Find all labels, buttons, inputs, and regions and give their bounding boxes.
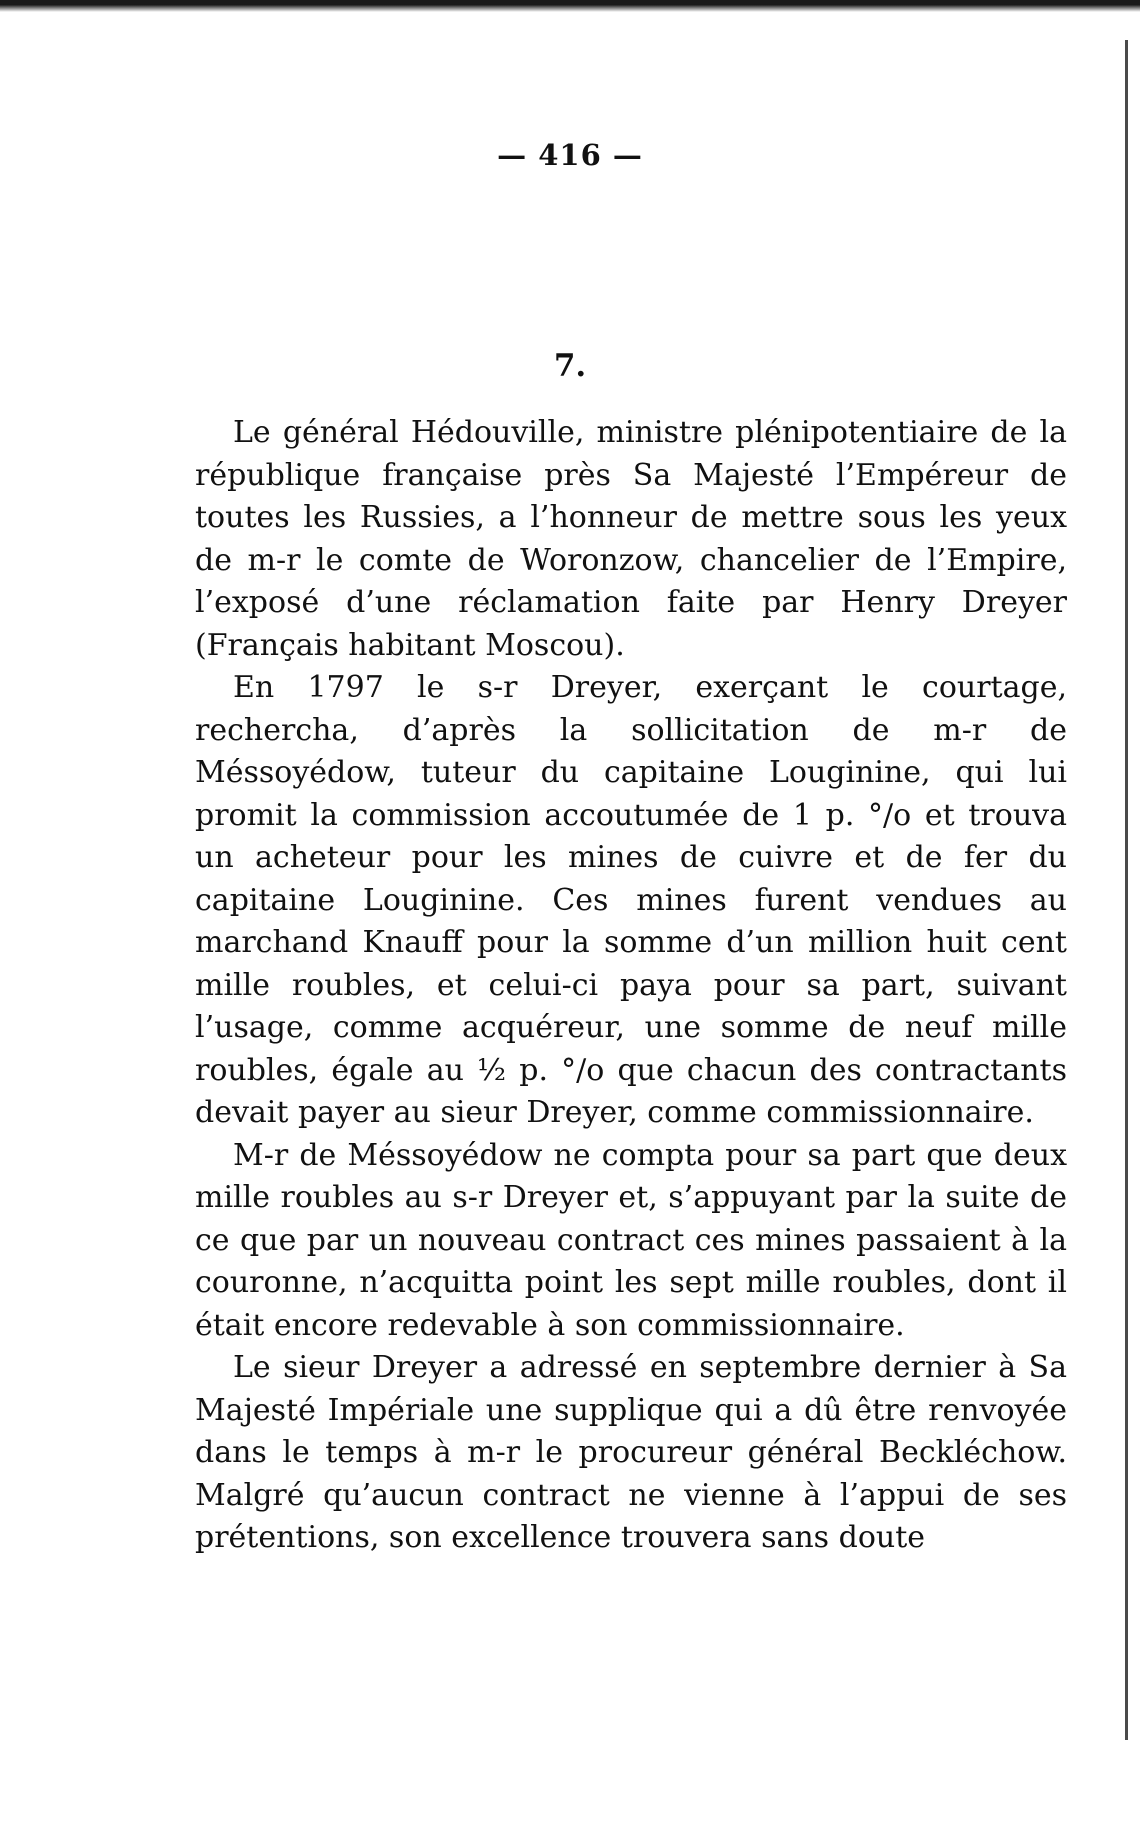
body-text [195,412,1067,1560]
paragraph-2: En 1797 le s-r Dreyer, exerçant le courtage, rechercha, d’après la sollicitation de m-r de Méssoyédow, tuteur du capitaine Louginine, qui lui promit la commission accoutumée de 1 p. °/o et trouva un acheteur pour les mines de cuivre et de fer du capitaine Louginine. Ces mines furent vendues au marchand Knauff pour la somme d’un million huit cent mille roubles, et celui-ci paya pour sa part, suivant l’usage, comme acquéreur, une somme de neuf mille roubles, égale au ½ p. °/o que chacun des contractants devait payer au sieur Dreyer, comme commissionnaire. [195,670,1067,1130]
paragraph-3: M-r de Méssoyédow ne compta pour sa part que deux mille roubles au s-r Dreyer et, s’appuyant par la suite de ce que par un nouveau contract ces mines passaient à la couronne, n’acquitta point les sept mille roubles, dont il était encore redevable à son commissionnaire. [195,1137,1067,1343]
paragraph-1: Le général Hédouville, ministre plénipotentiaire de la république française près Sa Majesté l’Empéreur de toutes les Russies, a l’honneur de mettre sous les yeux de m-r le comte de Woronzow, chancelier de l’Empire, l’exposé d’une réclamation faite par Henry Dreyer (Français habitant Moscou). [195,415,1067,663]
section-number: 7. [553,348,587,384]
page-number: — 416 — [497,138,643,172]
paragraph-4: Le sieur Dreyer a adressé en septembre dernier à Sa Majesté Impériale une supplique qui a dû être renvoyée dans le temps à m-r le procureur général Beckléchow. Malgré qu’aucun contract ne vienne à l’appui de ses prétentions, son excellence trouvera sans doute [195,1350,1067,1555]
top-edge-strip [0,0,1140,12]
page-edge-line [1125,40,1128,1740]
